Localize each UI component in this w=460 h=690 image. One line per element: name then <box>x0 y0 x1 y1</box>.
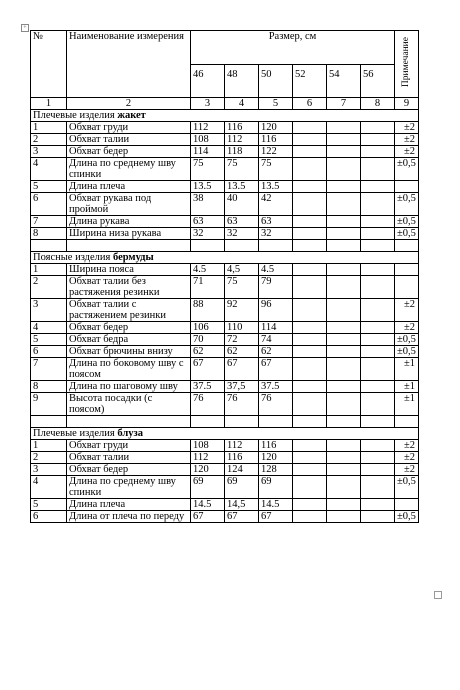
section-prefix: Плечевые изделия <box>33 110 118 121</box>
table-row <box>31 440 419 452</box>
size-value <box>327 511 361 523</box>
tolerance-note: ±2 <box>395 322 419 334</box>
size-value: 32 <box>191 228 225 240</box>
header-name: Наименование измерения <box>67 31 191 98</box>
tolerance-note: ±2 <box>395 464 419 476</box>
table-row <box>31 334 419 346</box>
size-value: 116 <box>259 440 293 452</box>
tolerance-note: ±2 <box>395 146 419 158</box>
size-value <box>293 499 327 511</box>
size-value <box>361 146 395 158</box>
tolerance-note <box>395 181 419 193</box>
row-number: 6 <box>31 193 67 216</box>
size-value: 128 <box>259 464 293 476</box>
blank-cell <box>395 416 419 428</box>
size-value <box>361 334 395 346</box>
size-value: 62 <box>259 346 293 358</box>
table-row <box>31 393 419 416</box>
size-value <box>293 264 327 276</box>
size-value: 112 <box>191 122 225 134</box>
size-value <box>361 499 395 511</box>
header-num: № <box>31 31 67 98</box>
section-prefix: Поясные изделия <box>33 252 113 263</box>
table-row <box>31 146 419 158</box>
section-title <box>31 110 419 122</box>
column-number-row <box>31 98 419 110</box>
size-value <box>361 276 395 299</box>
table-row <box>31 158 419 181</box>
size-value <box>327 346 361 358</box>
section-header-row <box>31 252 419 264</box>
size-value: 120 <box>259 122 293 134</box>
row-number: 2 <box>31 276 67 299</box>
size-value: 70 <box>191 334 225 346</box>
table-row <box>31 346 419 358</box>
measurement-name: Ширина пояса <box>67 264 191 276</box>
size-value <box>361 193 395 216</box>
table-row <box>31 228 419 240</box>
size-value <box>327 440 361 452</box>
measurement-name: Длина от плеча по переду <box>67 511 191 523</box>
row-number: 8 <box>31 381 67 393</box>
size-value: 75 <box>259 158 293 181</box>
measurement-name: Обхват груди <box>67 440 191 452</box>
size-value: 76 <box>259 393 293 416</box>
blank-cell <box>225 416 259 428</box>
table-row <box>31 193 419 216</box>
size-value <box>293 511 327 523</box>
header-size-group: Размер, см <box>191 31 395 65</box>
blank-cell <box>191 416 225 428</box>
size-value <box>361 464 395 476</box>
size-value: 76 <box>225 393 259 416</box>
size-value <box>293 228 327 240</box>
size-value: 67 <box>225 358 259 381</box>
size-value: 112 <box>191 452 225 464</box>
table-row <box>31 381 419 393</box>
size-value: 108 <box>191 134 225 146</box>
table-row <box>31 464 419 476</box>
table-row <box>31 276 419 299</box>
column-number: 1 <box>31 98 67 110</box>
size-value: 114 <box>259 322 293 334</box>
size-value <box>361 452 395 464</box>
blank-cell <box>327 416 361 428</box>
tolerance-note: ±0,5 <box>395 476 419 499</box>
header-size: 48 <box>225 65 259 98</box>
table-row <box>31 134 419 146</box>
tolerance-note: ±2 <box>395 122 419 134</box>
size-value <box>293 381 327 393</box>
measurement-name: Обхват талии без растяжения резинки <box>67 276 191 299</box>
measurement-name: Обхват бедер <box>67 322 191 334</box>
size-value: 106 <box>191 322 225 334</box>
table-row <box>31 216 419 228</box>
tolerance-note: ±2 <box>395 452 419 464</box>
measurement-name: Длина плеча <box>67 499 191 511</box>
size-value: 116 <box>259 134 293 146</box>
size-value: 67 <box>191 358 225 381</box>
size-value <box>327 264 361 276</box>
size-value <box>293 476 327 499</box>
size-value <box>327 499 361 511</box>
size-value: 63 <box>225 216 259 228</box>
size-value <box>361 381 395 393</box>
size-value: 37.5 <box>191 381 225 393</box>
blank-cell <box>67 240 191 252</box>
size-value <box>293 216 327 228</box>
column-number: 2 <box>67 98 191 110</box>
size-value <box>361 393 395 416</box>
header-size: 56 <box>361 65 395 98</box>
section-header-row <box>31 110 419 122</box>
size-value <box>293 346 327 358</box>
tolerance-note: ±0,5 <box>395 228 419 240</box>
section-title <box>31 428 419 440</box>
size-value: 63 <box>191 216 225 228</box>
table-row <box>31 499 419 511</box>
measurement-name: Обхват бедер <box>67 464 191 476</box>
tolerance-note <box>395 276 419 299</box>
measurement-name: Обхват брючины внизу <box>67 346 191 358</box>
size-value <box>361 299 395 322</box>
blank-cell <box>395 240 419 252</box>
column-number: 5 <box>259 98 293 110</box>
tolerance-note: ±0,5 <box>395 216 419 228</box>
row-number: 3 <box>31 464 67 476</box>
size-value <box>361 358 395 381</box>
header-size: 46 <box>191 65 225 98</box>
size-value: 124 <box>225 464 259 476</box>
size-table <box>30 30 419 523</box>
size-value <box>327 158 361 181</box>
size-value <box>293 276 327 299</box>
size-value <box>361 158 395 181</box>
size-value <box>293 440 327 452</box>
tolerance-note: ±1 <box>395 381 419 393</box>
table-row <box>31 511 419 523</box>
header-row <box>31 31 419 65</box>
size-value: 116 <box>225 122 259 134</box>
column-number: 4 <box>225 98 259 110</box>
column-number: 7 <box>327 98 361 110</box>
size-value: 92 <box>225 299 259 322</box>
size-value: 63 <box>259 216 293 228</box>
table-row <box>31 299 419 322</box>
row-number: 6 <box>31 346 67 358</box>
header-note <box>395 31 419 98</box>
measurement-name: Обхват груди <box>67 122 191 134</box>
size-value <box>327 393 361 416</box>
row-number: 5 <box>31 181 67 193</box>
table-row <box>31 181 419 193</box>
size-value: 114 <box>191 146 225 158</box>
table-row <box>31 322 419 334</box>
size-value <box>293 322 327 334</box>
measurement-name: Обхват бедра <box>67 334 191 346</box>
size-value: 122 <box>259 146 293 158</box>
size-value <box>293 134 327 146</box>
section-header-row <box>31 428 419 440</box>
size-value <box>361 216 395 228</box>
measurement-name: Обхват талии <box>67 452 191 464</box>
blank-cell <box>293 240 327 252</box>
blank-row <box>31 416 419 428</box>
tolerance-note: ±0,5 <box>395 158 419 181</box>
blank-cell <box>327 240 361 252</box>
size-value: 4.5 <box>259 264 293 276</box>
blank-row <box>31 240 419 252</box>
column-number: 6 <box>293 98 327 110</box>
column-number: 3 <box>191 98 225 110</box>
size-value <box>293 181 327 193</box>
size-value <box>361 440 395 452</box>
size-value: 116 <box>225 452 259 464</box>
measurement-name: Высота посадки (с поясом) <box>67 393 191 416</box>
size-value <box>361 476 395 499</box>
measurement-name: Длина по боковому шву с поясом <box>67 358 191 381</box>
size-value: 120 <box>259 452 293 464</box>
size-value: 79 <box>259 276 293 299</box>
measurement-name: Обхват талии <box>67 134 191 146</box>
size-value: 67 <box>259 358 293 381</box>
size-value <box>361 181 395 193</box>
row-number: 1 <box>31 122 67 134</box>
size-value <box>327 452 361 464</box>
size-value: 110 <box>225 322 259 334</box>
measurement-name: Длина по среднему шву спинки <box>67 158 191 181</box>
size-value <box>327 181 361 193</box>
table-row <box>31 122 419 134</box>
size-value: 42 <box>259 193 293 216</box>
size-value <box>327 276 361 299</box>
size-value: 38 <box>191 193 225 216</box>
size-value <box>327 358 361 381</box>
size-value: 118 <box>225 146 259 158</box>
size-value <box>293 358 327 381</box>
blank-cell <box>31 416 67 428</box>
row-number: 3 <box>31 299 67 322</box>
size-value: 14.5 <box>259 499 293 511</box>
table-row <box>31 476 419 499</box>
row-number: 7 <box>31 216 67 228</box>
size-value <box>293 464 327 476</box>
size-value <box>293 452 327 464</box>
row-number: 8 <box>31 228 67 240</box>
size-value: 74 <box>259 334 293 346</box>
size-value <box>327 464 361 476</box>
size-value <box>293 299 327 322</box>
size-value: 62 <box>225 346 259 358</box>
tolerance-note: ±0,5 <box>395 346 419 358</box>
row-number: 4 <box>31 158 67 181</box>
blank-cell <box>293 416 327 428</box>
size-value <box>327 122 361 134</box>
row-number: 1 <box>31 440 67 452</box>
header-size: 54 <box>327 65 361 98</box>
tolerance-note: ±1 <box>395 393 419 416</box>
size-value: 69 <box>191 476 225 499</box>
table-move-handle[interactable]: + <box>21 24 29 32</box>
size-value <box>327 322 361 334</box>
section-garment: блуза <box>117 428 143 439</box>
measurement-name: Ширина низа рукава <box>67 228 191 240</box>
size-value: 67 <box>259 511 293 523</box>
row-number: 3 <box>31 146 67 158</box>
row-number: 4 <box>31 476 67 499</box>
tolerance-note: ±2 <box>395 299 419 322</box>
row-number: 1 <box>31 264 67 276</box>
tolerance-note: ±0,5 <box>395 334 419 346</box>
size-value: 75 <box>225 158 259 181</box>
tolerance-note <box>395 264 419 276</box>
size-value: 13.5 <box>191 181 225 193</box>
section-garment: бермуды <box>112 252 154 263</box>
row-number: 5 <box>31 334 67 346</box>
size-value: 62 <box>191 346 225 358</box>
size-value <box>361 264 395 276</box>
size-value <box>327 299 361 322</box>
tolerance-note: ±2 <box>395 440 419 452</box>
measurement-name: Длина по шаговому шву <box>67 381 191 393</box>
measurement-name: Обхват талии с растяжением резинки <box>67 299 191 322</box>
size-value: 32 <box>225 228 259 240</box>
row-number: 2 <box>31 134 67 146</box>
size-value <box>327 476 361 499</box>
size-value: 120 <box>191 464 225 476</box>
blank-cell <box>67 416 191 428</box>
measurement-name: Длина по среднему шву спинки <box>67 476 191 499</box>
column-number: 9 <box>395 98 419 110</box>
size-value: 37,5 <box>225 381 259 393</box>
row-number: 2 <box>31 452 67 464</box>
table-row <box>31 264 419 276</box>
size-value: 14,5 <box>225 499 259 511</box>
size-value <box>361 228 395 240</box>
tolerance-note: ±0,5 <box>395 511 419 523</box>
size-value: 13.5 <box>259 181 293 193</box>
size-value: 69 <box>225 476 259 499</box>
size-value <box>293 146 327 158</box>
header-size: 50 <box>259 65 293 98</box>
size-value <box>327 146 361 158</box>
size-value: 71 <box>191 276 225 299</box>
blank-cell <box>361 240 395 252</box>
size-value <box>327 334 361 346</box>
blank-cell <box>31 240 67 252</box>
measurement-name: Обхват рукава под проймой <box>67 193 191 216</box>
size-value: 4.5 <box>191 264 225 276</box>
table-row <box>31 358 419 381</box>
row-number: 9 <box>31 393 67 416</box>
size-value: 76 <box>191 393 225 416</box>
blank-cell <box>225 240 259 252</box>
size-value <box>327 381 361 393</box>
size-value: 75 <box>191 158 225 181</box>
size-value: 67 <box>191 511 225 523</box>
section-prefix: Плечевые изделия <box>33 428 118 439</box>
size-value: 67 <box>225 511 259 523</box>
blank-cell <box>259 416 293 428</box>
size-value <box>361 322 395 334</box>
tolerance-note: ±2 <box>395 134 419 146</box>
tolerance-note: ±1 <box>395 358 419 381</box>
size-value <box>327 216 361 228</box>
column-number: 8 <box>361 98 395 110</box>
header-note-label: Примечание <box>401 37 412 88</box>
size-value <box>361 346 395 358</box>
tolerance-note <box>395 499 419 511</box>
size-value <box>293 393 327 416</box>
size-value: 14.5 <box>191 499 225 511</box>
row-number: 5 <box>31 499 67 511</box>
size-value <box>327 228 361 240</box>
blank-cell <box>191 240 225 252</box>
row-number: 4 <box>31 322 67 334</box>
header-size: 52 <box>293 65 327 98</box>
size-value <box>293 193 327 216</box>
size-value <box>361 134 395 146</box>
size-value: 112 <box>225 440 259 452</box>
size-value: 96 <box>259 299 293 322</box>
size-value <box>327 193 361 216</box>
size-value: 40 <box>225 193 259 216</box>
row-number: 7 <box>31 358 67 381</box>
size-value: 88 <box>191 299 225 322</box>
size-value: 72 <box>225 334 259 346</box>
section-garment: жакет <box>117 110 146 121</box>
measurement-name: Обхват бедер <box>67 146 191 158</box>
size-value <box>361 511 395 523</box>
size-value <box>293 122 327 134</box>
size-value: 13.5 <box>225 181 259 193</box>
size-value: 75 <box>225 276 259 299</box>
row-number: 6 <box>31 511 67 523</box>
measurement-name: Длина плеча <box>67 181 191 193</box>
size-value <box>293 158 327 181</box>
size-value: 37.5 <box>259 381 293 393</box>
size-value: 112 <box>225 134 259 146</box>
blank-cell <box>361 416 395 428</box>
table-resize-handle[interactable] <box>434 591 442 599</box>
tolerance-note: ±0,5 <box>395 193 419 216</box>
section-title <box>31 252 419 264</box>
size-value: 108 <box>191 440 225 452</box>
measurement-name: Длина рукава <box>67 216 191 228</box>
size-value: 32 <box>259 228 293 240</box>
size-value: 69 <box>259 476 293 499</box>
blank-cell <box>259 240 293 252</box>
size-value: 4,5 <box>225 264 259 276</box>
size-value <box>327 134 361 146</box>
size-value <box>361 122 395 134</box>
size-value <box>293 334 327 346</box>
table-row <box>31 452 419 464</box>
